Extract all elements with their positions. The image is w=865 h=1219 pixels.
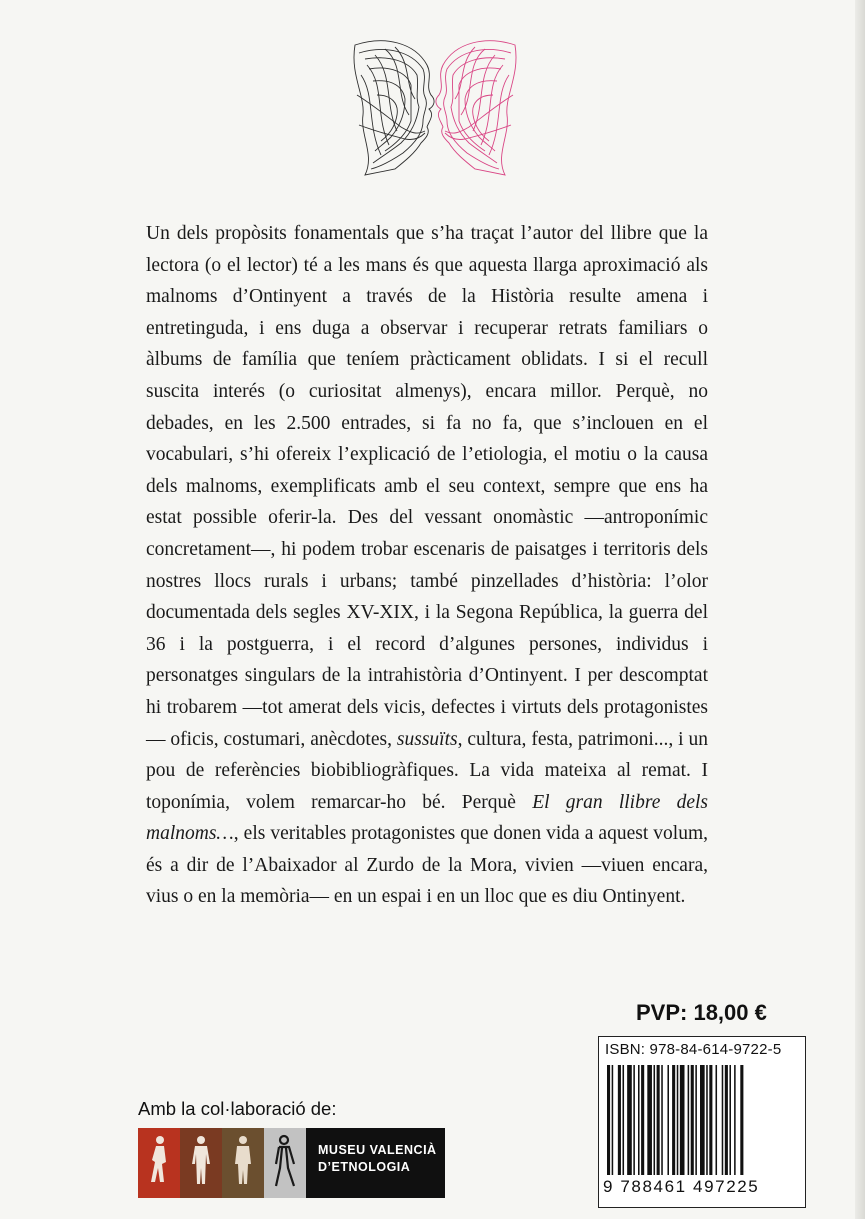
- blurb-part-3: , cultura, festa, patrimoni..., i un pou de referències biobibliogràfiques. La vida mateixa al remat. I toponímia, volem remarcar-ho bé. Perquè: [146, 728, 709, 813]
- walking-figure-icon: [138, 1128, 180, 1198]
- price-label: PVP: 18,00 €: [636, 1000, 767, 1025]
- blurb-book-title: El gran llibre dels malnoms: [146, 791, 708, 845]
- standing-figure-icon: [180, 1128, 222, 1198]
- barcode-box: [598, 1036, 806, 1208]
- logo-tile-red: [138, 1128, 180, 1198]
- left-face-scribble: [354, 41, 434, 175]
- blurb-centuries: XV-XIX: [346, 602, 414, 624]
- barcode-bars: [605, 1065, 799, 1177]
- figure-outline-icon: [264, 1128, 306, 1198]
- blurb-ellipsis: …: [216, 823, 234, 845]
- barcode-digits: 9 788461 497225: [603, 1177, 760, 1196]
- right-face-scribble: [436, 41, 516, 175]
- logo-tile-brown: [180, 1128, 222, 1198]
- collaboration-label: Amb la col·laboració de:: [138, 1098, 337, 1119]
- museum-name: [306, 1128, 445, 1198]
- standing-figure-outline-icon: [222, 1128, 264, 1198]
- back-cover-blurb: [146, 218, 708, 913]
- logo-tile-dark-brown: [222, 1128, 264, 1198]
- isbn-label: ISBN: 978-84-614-9722-5: [605, 1041, 782, 1058]
- blurb-part-1: Un dels propòsits fonamentals que s’ha traçat l’autor del llibre que la lectora (o el lector) té a les mans és que aquesta llarga aproximació als malnoms d’Ontinyent a través de la Història resulte amena i entretinguda, i ens duga a observar i recuperar retrats familiars o àlbums de família que teníem pràcticament oblidats. I si el recull suscita interés (o curiositat almenys), encara millor. Perquè, no debades, en les 2.500 entrades, si fa no fa, que s’inclouen en el vocabulari, s’hi ofereix l’explicació de l’etiologia, el motiu o la causa dels malnoms, exemplificats amb el seu context, sempre que ens ha estat possible oferir-la. Des del vessant onomàstic —antroponímic concretament—, hi podem trobar escenaris de paisatges i territoris dels nostres llocs rurals i urbans; també pinzellades d’història: l’olor documentada dels segles: [146, 223, 708, 624]
- blurb-part-4: , els veritables protagonistes que donen vida a aquest volum, és a dir de l’Abaixador al Zurdo de la Mora, vivien —viuen encara, vius o en la memòria— en un espai i en un lloc que es diu Ontinyent.: [146, 823, 708, 908]
- museum-name-line-2: D’ETNOLOGIA: [318, 1160, 411, 1174]
- museum-name-line-1: MUSEU VALENCIÀ: [318, 1143, 437, 1157]
- page-edge: [855, 0, 865, 1219]
- museum-logo: [138, 1128, 445, 1198]
- facing-faces-illustration: [345, 35, 525, 185]
- blurb-part-2: , i la Segona República, la guerra del 36 i la postguerra, i el record d’algunes persones, individus i personatges singulars de la intrahistòria d’Ontinyent. I per descomptat hi trobarem —tot amerat dels vicis, defectes i virtuts dels protagonistes— oficis, costumari, anècdotes,: [146, 602, 709, 750]
- logo-tile-gray: [264, 1128, 306, 1198]
- blurb-italic-word: sussuïts: [396, 728, 458, 750]
